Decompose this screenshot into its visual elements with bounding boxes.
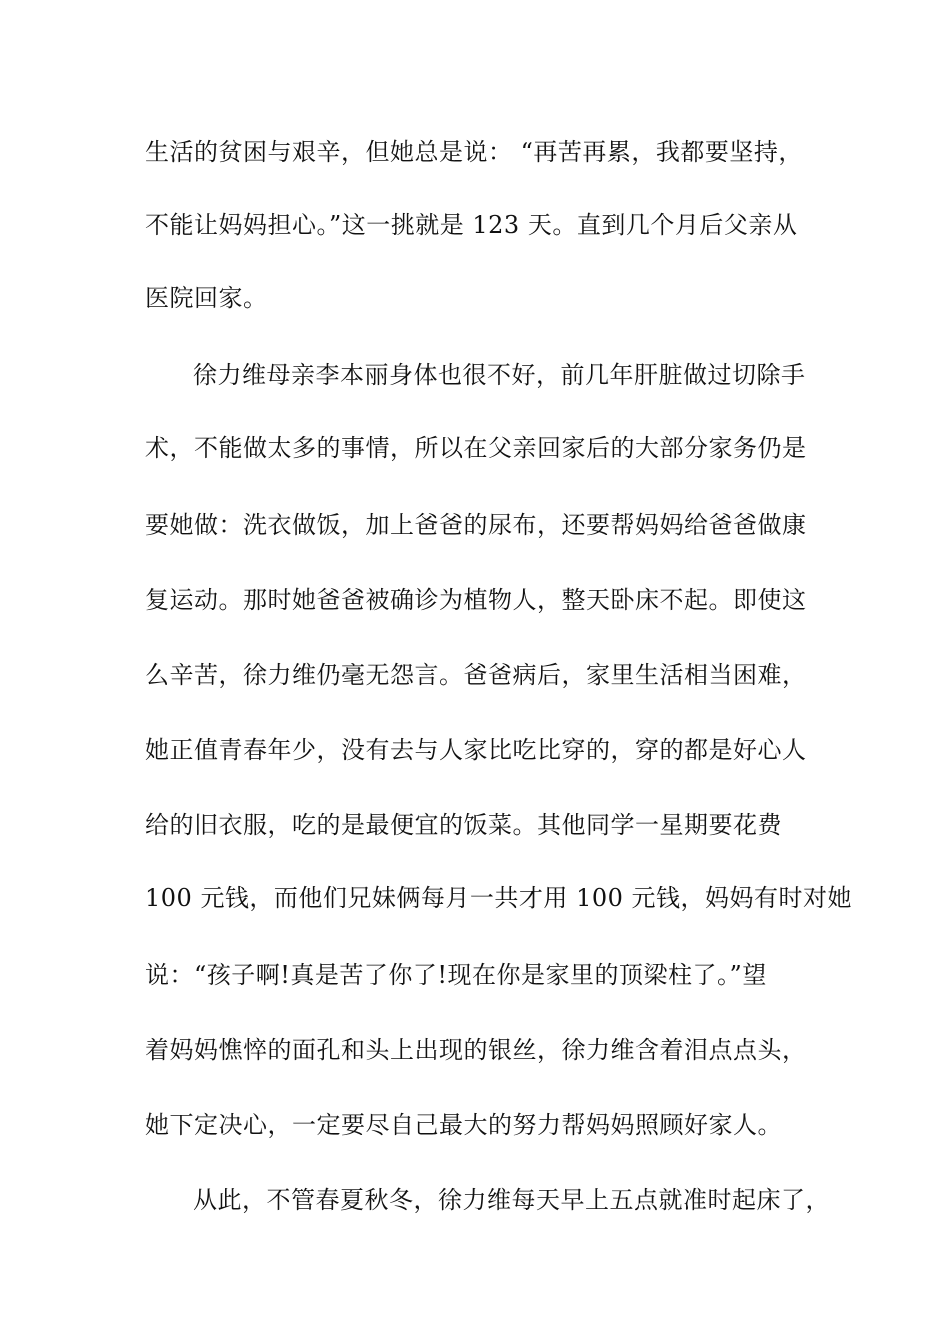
text-line: 给的旧衣服，吃的是最便宜的饭菜。其他同学一星期要花费 — [145, 811, 782, 839]
text-line: 要她做：洗衣做饭，加上爸爸的尿布，还要帮妈妈给爸爸做康 — [145, 511, 807, 539]
text-line: 着妈妈憔悴的面孔和头上出现的银丝，徐力维含着泪点点头， — [145, 1036, 807, 1064]
paragraph-first-line: 从此，不管春夏秋冬，徐力维每天早上五点就准时起床了， — [193, 1186, 830, 1214]
paragraph-first-line: 徐力维母亲李本丽身体也很不好，前几年肝脏做过切除手 — [193, 361, 806, 389]
text-line: 么辛苦，徐力维仍毫无怨言。爸爸病后，家里生活相当困难， — [145, 661, 807, 689]
text-line: 生活的贫困与艰辛，但她总是说： “再苦再累，我都要坚持， — [145, 138, 803, 166]
text-line: 术，不能做太多的事情，所以在父亲回家后的大部分家务仍是 — [145, 434, 807, 462]
text-line: 不能让妈妈担心。”这一挑就是 123 天。直到几个月后父亲从 — [145, 211, 798, 239]
text-line: 她正值青春年少，没有去与人家比吃比穿的，穿的都是好心人 — [145, 736, 807, 764]
text-line: 她下定决心，一定要尽自己最大的努力帮妈妈照顾好家人。 — [145, 1111, 782, 1139]
text-line: 医院回家。 — [145, 284, 268, 312]
text-line: 说：“孩子啊!真是苦了你了!现在你是家里的顶梁柱了。”望 — [145, 961, 767, 989]
text-line: 100 元钱，而他们兄妹俩每月一共才用 100 元钱，妈妈有时对她 — [145, 884, 853, 912]
text-line: 复运动。那时她爸爸被确诊为植物人，整天卧床不起。即使这 — [145, 586, 807, 614]
